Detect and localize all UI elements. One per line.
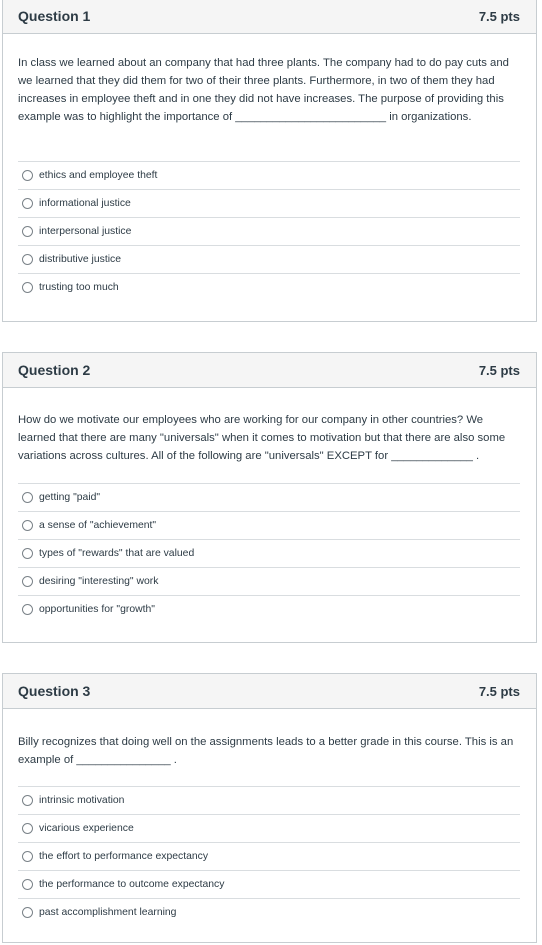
answer-option[interactable] bbox=[18, 483, 520, 511]
answer-label: opportunities for "growth" bbox=[39, 604, 155, 615]
answer-option[interactable] bbox=[18, 511, 520, 539]
answer-list bbox=[18, 161, 520, 301]
answer-label: informational justice bbox=[39, 198, 131, 209]
radio-button[interactable] bbox=[22, 226, 33, 237]
question-header bbox=[3, 353, 536, 388]
answer-label: intrinsic motivation bbox=[39, 795, 125, 806]
answer-option[interactable] bbox=[18, 786, 520, 814]
question-title: Question 2 bbox=[18, 362, 91, 378]
question-header bbox=[3, 0, 536, 34]
radio-button[interactable] bbox=[22, 492, 33, 503]
radio-button[interactable] bbox=[22, 795, 33, 806]
answer-label: getting "paid" bbox=[39, 492, 101, 503]
answer-label: distributive justice bbox=[39, 254, 122, 265]
question-card bbox=[2, 0, 537, 322]
answer-label: types of "rewards" that are valued bbox=[39, 548, 195, 559]
radio-button[interactable] bbox=[22, 604, 33, 615]
answer-label: interpersonal justice bbox=[39, 226, 132, 237]
question-title: Question 3 bbox=[18, 683, 91, 699]
question-points: 7.5 pts bbox=[478, 362, 520, 378]
answer-label: ethics and employee theft bbox=[39, 170, 158, 181]
answer-option[interactable] bbox=[18, 161, 520, 189]
question-text: Billy recognizes that doing well on the assignments leads to a better grade in this course. This is an example of _______________ . bbox=[18, 736, 514, 766]
radio-button[interactable] bbox=[22, 198, 33, 209]
question-points: 7.5 pts bbox=[478, 683, 520, 699]
question-points: 7.5 pts bbox=[478, 8, 520, 24]
question-text: How do we motivate our employees who are working for our company in other countries? We learned that there are many "universals" when it comes to motivation but that there are also some variations across cultures. All of the following are "universals" EXCEPT for _____________ . bbox=[18, 414, 506, 462]
answer-label: the performance to outcome expectancy bbox=[39, 879, 225, 890]
question-card bbox=[2, 673, 537, 943]
radio-button[interactable] bbox=[22, 907, 33, 918]
radio-button[interactable] bbox=[22, 520, 33, 531]
radio-button[interactable] bbox=[22, 879, 33, 890]
radio-button[interactable] bbox=[22, 254, 33, 265]
answer-option[interactable] bbox=[18, 539, 520, 567]
answer-label: desiring "interesting" work bbox=[39, 576, 159, 587]
answer-label: trusting too much bbox=[39, 282, 119, 293]
answer-label: vicarious experience bbox=[39, 823, 134, 834]
radio-button[interactable] bbox=[22, 851, 33, 862]
answer-option[interactable] bbox=[18, 273, 520, 301]
radio-button[interactable] bbox=[22, 282, 33, 293]
question-text: In class we learned about an company that had three plants. The company had to do pay cuts and we learned that they did them for two of their three plants. Furthermore, in two of them they had increases in employee theft and in one they did not have increases. The purpose of providing this example was to highlight the importance of ________________________ in organizations. bbox=[18, 57, 509, 123]
answer-option[interactable] bbox=[18, 814, 520, 842]
radio-button[interactable] bbox=[22, 548, 33, 559]
radio-button[interactable] bbox=[22, 170, 33, 181]
answer-label: past accomplishment learning bbox=[39, 907, 177, 918]
answer-option[interactable] bbox=[18, 567, 520, 595]
answer-option[interactable] bbox=[18, 217, 520, 245]
answer-label: the effort to performance expectancy bbox=[39, 851, 209, 862]
answer-option[interactable] bbox=[18, 842, 520, 870]
answer-option[interactable] bbox=[18, 898, 520, 926]
question-header bbox=[3, 674, 536, 709]
answer-option[interactable] bbox=[18, 189, 520, 217]
question-card bbox=[2, 352, 537, 643]
radio-button[interactable] bbox=[22, 823, 33, 834]
answer-list bbox=[18, 786, 520, 926]
answer-option[interactable] bbox=[18, 245, 520, 273]
radio-button[interactable] bbox=[22, 576, 33, 587]
answer-list bbox=[18, 483, 520, 623]
answer-option[interactable] bbox=[18, 595, 520, 623]
question-title: Question 1 bbox=[18, 8, 91, 24]
answer-option[interactable] bbox=[18, 870, 520, 898]
answer-label: a sense of "achievement" bbox=[39, 520, 157, 531]
